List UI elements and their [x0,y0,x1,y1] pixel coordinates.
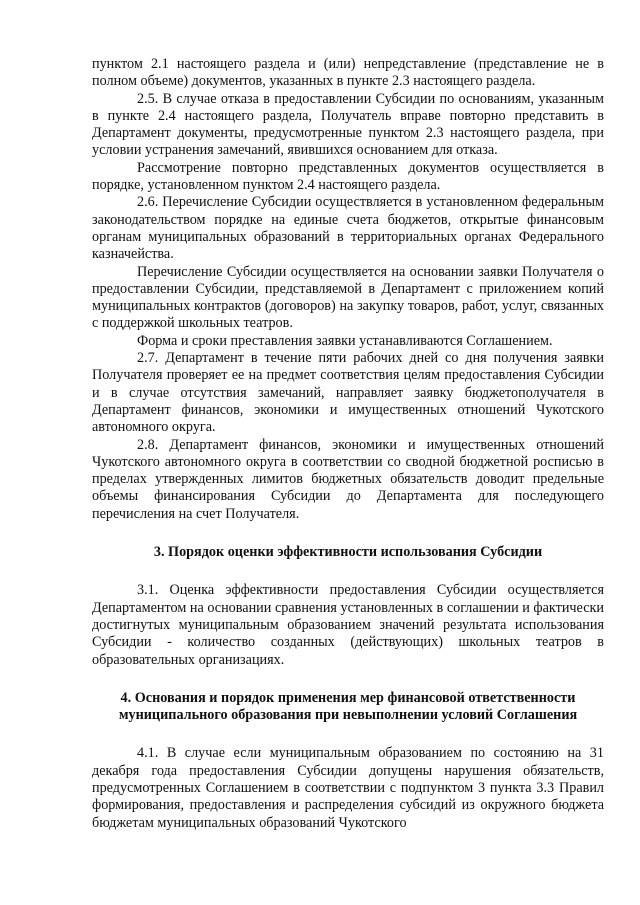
paragraph-2-6: 2.6. Перечисление Субсидии осуществляется в установленном федеральным законодательством порядке на единые счета бюджетов, открытые финансовым органам муниципальных образований в территориальных органах Федерального казначейства. [92,194,604,263]
paragraph-2-7: 2.7. Департамент в течение пяти рабочих дней со дня получения заявки Получателя проверяет ее на предмет соответствия целям предоставления Субсидии и в случае отсутствия замечаний, направляет заявку бюджетополучателя в Департамент финансов, экономики и имущественных отношений Чукотского автономного округа. [92,350,604,436]
section-4-heading [92,690,604,725]
section-3-heading: 3. Порядок оценки эффективности использования Субсидии [153,544,543,561]
section-4-heading-line-2: муниципального образования при невыполнении условий Соглашения [118,707,578,724]
paragraph-2-5-resubmission: Рассмотрение повторно представленных документов осуществляется в порядке, установленном пунктом 2.4 настоящего раздела. [92,159,604,194]
section-4-heading-line-1: 4. Основания и порядок применения мер финансовой ответственности [120,689,576,706]
document-page [92,56,604,832]
paragraph-2-4-continuation: пунктом 2.1 настоящего раздела и (или) непредставление (представление не в полном объеме) документов, указанных в пункте 2.3 настоящего раздела. [92,56,604,90]
paragraph-2-8: 2.8. Департамент финансов, экономики и имущественных отношений Чукотского автономного округа в соответствии со сводной бюджетной росписью в пределах утвержденных лимитов бюджетных обязательств доводит предельные объемы финансирования Субсидии до Департамента для последующего перечисления на счет Получателя. [92,436,604,522]
paragraph-2-5: 2.5. В случае отказа в предоставлении Субсидии по основаниям, указанным в пункте 2.4 настоящего раздела, Получатель вправе повторно представить в Департамент документы, предусмотренные пунктом 2.3 настоящего раздела, при условии устранения замечаний, явившихся основанием для отказа. [92,90,604,159]
paragraph-3-1: 3.1. Оценка эффективности предоставления Субсидии осуществляется Департаментом на основании сравнения установленных в соглашении и фактически достигнутых муниципальным образованием значений результата использования Субсидии - количество созданных (действующих) школьных театров в образовательных организациях. [92,582,604,668]
paragraph-2-6-transfer: Перечисление Субсидии осуществляется на основании заявки Получателя о предоставлении Субсидии, представляемой в Департамент с приложением копий муниципальных контрактов (договоров) на закупку товаров, работ, услуг, связанных с поддержкой школьных театров. [92,263,604,332]
paragraph-2-6-form: Форма и сроки преставления заявки устанавливаются Соглашением. [137,332,553,349]
paragraph-4-1: 4.1. В случае если муниципальным образованием по состоянию на 31 декабря года предоставления Субсидии допущены нарушения обязательств, предусмотренных Соглашением в соответствии с подпунктом 3 пункта 3.3 Правил формирования, предоставления и распределения субсидий из окружного бюджета бюджетам муниципальных образований Чукотского [92,745,604,831]
